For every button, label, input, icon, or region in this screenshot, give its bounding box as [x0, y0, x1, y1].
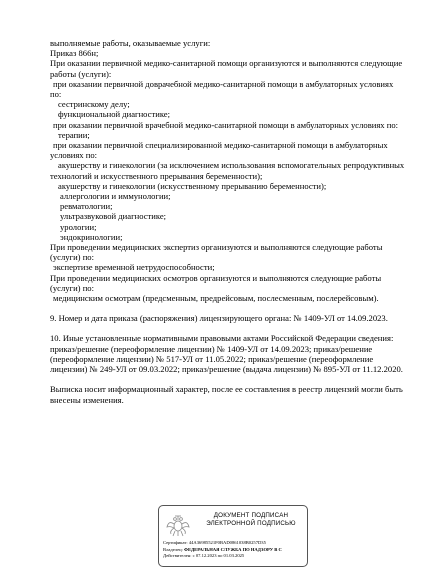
document-line: при оказании первичной доврачебной медико-санитарной помощи в амбулаторных условиях — [53, 78, 394, 89]
document-line: условиях по: — [50, 150, 98, 161]
document-line: ультразвуковой диагностике; — [60, 211, 167, 222]
stamp-validity-value: с 07.12.2023 по 01.03.2025 — [192, 553, 245, 559]
document-line: Приказ 866н; — [50, 48, 99, 59]
document-line: (услуги) по: — [50, 282, 94, 293]
stamp-certificate-value: 44A36985521F0BAD0861038B0257D35 — [188, 540, 266, 545]
stamp-owner-value: ФЕДЕРАЛЬНАЯ СЛУЖБА ПО НАДЗОРУ В С — [184, 546, 282, 552]
document-line: внесены изменения. — [50, 394, 124, 405]
document-line: При проведении медицинских осмотров организуются и выполняются следующие работы — [50, 272, 382, 283]
document-line: Выписка носит информационный характер, после ее составления в реестр лицензий могли быть — [50, 384, 403, 395]
document-line: приказ/решение (переоформление лицензии) № 1409-УЛ от 14.09.2023; приказ/решение — [50, 343, 373, 354]
document-line: экспертизе временной нетрудоспособности; — [53, 262, 215, 273]
document-line: сестринскому делу; — [58, 99, 130, 110]
document-line: выполняемые работы, оказываемые услуги: — [50, 38, 211, 48]
document-line: При оказании первичной медико-санитарной помощи организуются и выполняются следующие — [50, 58, 403, 69]
electronic-signature-stamp — [158, 505, 308, 567]
document-line: ревматологии; — [60, 201, 113, 212]
document-line: аллергологии и иммунологии; — [60, 191, 171, 202]
document-line: функциональной диагностике; — [58, 109, 171, 120]
document-line: урологии; — [60, 221, 97, 232]
stamp-details — [163, 540, 307, 560]
stamp-validity-label: Действителен: — [163, 553, 192, 559]
stamp-certificate-row — [163, 540, 307, 547]
stamp-title-line2: ЭЛЕКТРОННОЙ ПОДПИСЬЮ — [206, 519, 296, 527]
document-line: работы (услуги): — [50, 68, 112, 79]
stamp-certificate-label: Сертификат: — [163, 540, 188, 545]
document-line: по: — [50, 89, 62, 100]
document-line: при оказании первичной специализированной медико-санитарной помощи в амбулаторных — [53, 140, 388, 151]
state-emblem-icon — [165, 512, 191, 538]
document-line: При проведении медицинских экспертиз организуются и выполняются следующие работы — [50, 242, 383, 253]
paragraph-gap — [50, 374, 395, 384]
document-line: эндокринологии; — [60, 231, 123, 242]
stamp-owner-label: Владелец: — [163, 546, 183, 552]
document-line: лицензии) № 249-УЛ от 09.03.2022; приказ/решение (выдача лицензии) № 895-УЛ от 11.12.2020. — [50, 364, 403, 375]
stamp-title-line1: ДОКУМЕНТ ПОДПИСАН — [213, 512, 289, 519]
stamp-title — [197, 512, 305, 527]
document-line: 10. Иные установленные нормативными правовыми актами Российской Федерации сведения: — [50, 333, 394, 344]
stamp-owner-row — [163, 547, 307, 554]
document-body — [50, 38, 405, 405]
stamp-validity-row — [163, 553, 307, 560]
document-line: акушерству и гинекологии (искусственному прерыванию беременности); — [58, 180, 327, 191]
document-line: акушерству и гинекологии (за исключением использования вспомогательных репродуктивных — [58, 160, 405, 171]
paragraph-gap — [50, 303, 395, 313]
document-line: терапии; — [58, 129, 90, 140]
paragraph-gap — [50, 323, 395, 333]
document-line: медицинским осмотрам (предсменным, предрейсовым, послесменным, послерейсовым). — [53, 293, 379, 304]
document-line: (услуги) по: — [50, 252, 94, 263]
document-line: 9. Номер и дата приказа (распоряжения) лицензирующего органа: № 1409-УЛ от 14.09.2023. — [50, 313, 388, 324]
document-line: технологий и искусственного прерывания беременности); — [50, 170, 263, 181]
document-line: (переоформление лицензии) № 517-УЛ от 11.05.2022; приказ/решение (переоформление — [50, 353, 374, 364]
document-line: при оказании первичной врачебной медико-санитарной помощи в амбулаторных условиях по: — [53, 119, 399, 130]
